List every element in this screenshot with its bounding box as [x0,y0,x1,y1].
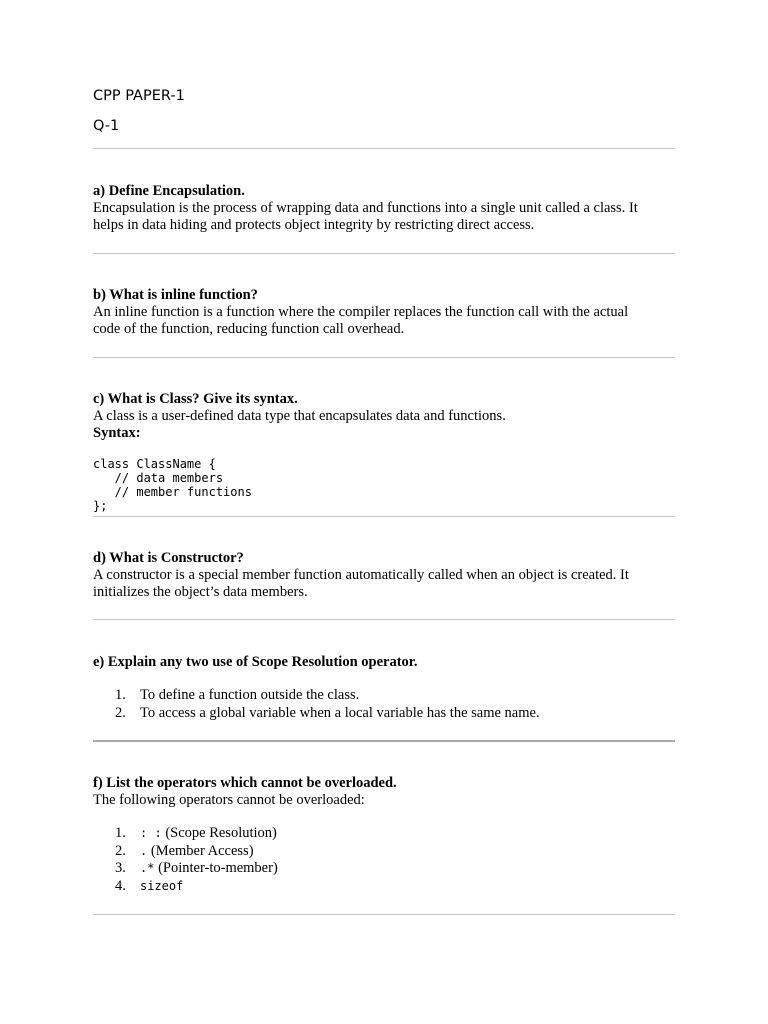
divider [93,619,675,620]
question-heading: b) What is inline function? [93,287,258,303]
syntax-label: Syntax: [93,425,141,441]
answer-text: initializes the object’s data members. [93,584,308,600]
divider [93,357,675,358]
answer-text: Encapsulation is the process of wrapping data and functions into a single unit called a class. It [93,200,638,216]
list-number: 3. [115,860,126,876]
list-number: 4. [115,877,126,894]
code-block: class ClassName { // data members // member functions }; [93,457,252,513]
section-b [93,287,675,338]
operator-code: . [140,843,148,858]
list-item-text: To define a function outside the class. [140,687,360,703]
section-f [93,775,675,809]
question-heading: a) Define Encapsulation. [93,183,245,199]
question-heading: d) What is Constructor? [93,550,244,566]
list-item [93,878,675,896]
scope-resolution-list [93,687,675,722]
list-number: 2. [115,842,126,859]
answer-text: The following operators cannot be overloaded: [93,792,365,808]
answer-text: A class is a user-defined data type that encapsulates data and functions. [93,408,506,424]
operator-code: .* [140,861,155,875]
divider [93,740,675,742]
divider [93,516,675,517]
list-item [93,687,675,705]
list-item [93,843,675,861]
list-item [93,705,675,723]
question-number: Q-1 [93,118,120,134]
list-item [93,860,675,878]
list-item [93,825,675,843]
list-number: 1. [115,825,126,841]
list-number: 2. [115,704,126,721]
section-d [93,550,675,601]
list-item-text: To access a global variable when a local variable has the same name. [140,704,540,721]
list-number: 1. [115,687,126,703]
answer-text: code of the function, reducing function call overhead. [93,321,405,337]
answer-text: An inline function is a function where the compiler replaces the function call with the actual [93,304,629,320]
divider [93,148,675,149]
question-heading: c) What is Class? Give its syntax. [93,391,298,407]
section-a [93,183,675,234]
list-item-text: (Pointer-to-member) [154,860,278,876]
list-item-text: (Scope Resolution) [161,825,277,841]
section-c [93,391,675,442]
answer-text: helps in data hiding and protects object integrity by restricting direct access. [93,217,535,233]
question-heading: e) Explain any two use of Scope Resolution operator. [93,654,418,670]
paper-title: CPP PAPER-1 [93,88,185,104]
divider [93,253,675,254]
answer-text: A constructor is a special member function automatically called when an object is created. It [93,567,629,583]
operator-code: : : [140,826,162,840]
section-e [93,654,675,671]
list-item-text: (Member Access) [147,842,254,859]
divider [93,914,675,915]
question-heading: f) List the operators which cannot be overloaded. [93,775,397,791]
operator-code: sizeof [140,878,184,893]
non-overloadable-operators-list [93,825,675,895]
